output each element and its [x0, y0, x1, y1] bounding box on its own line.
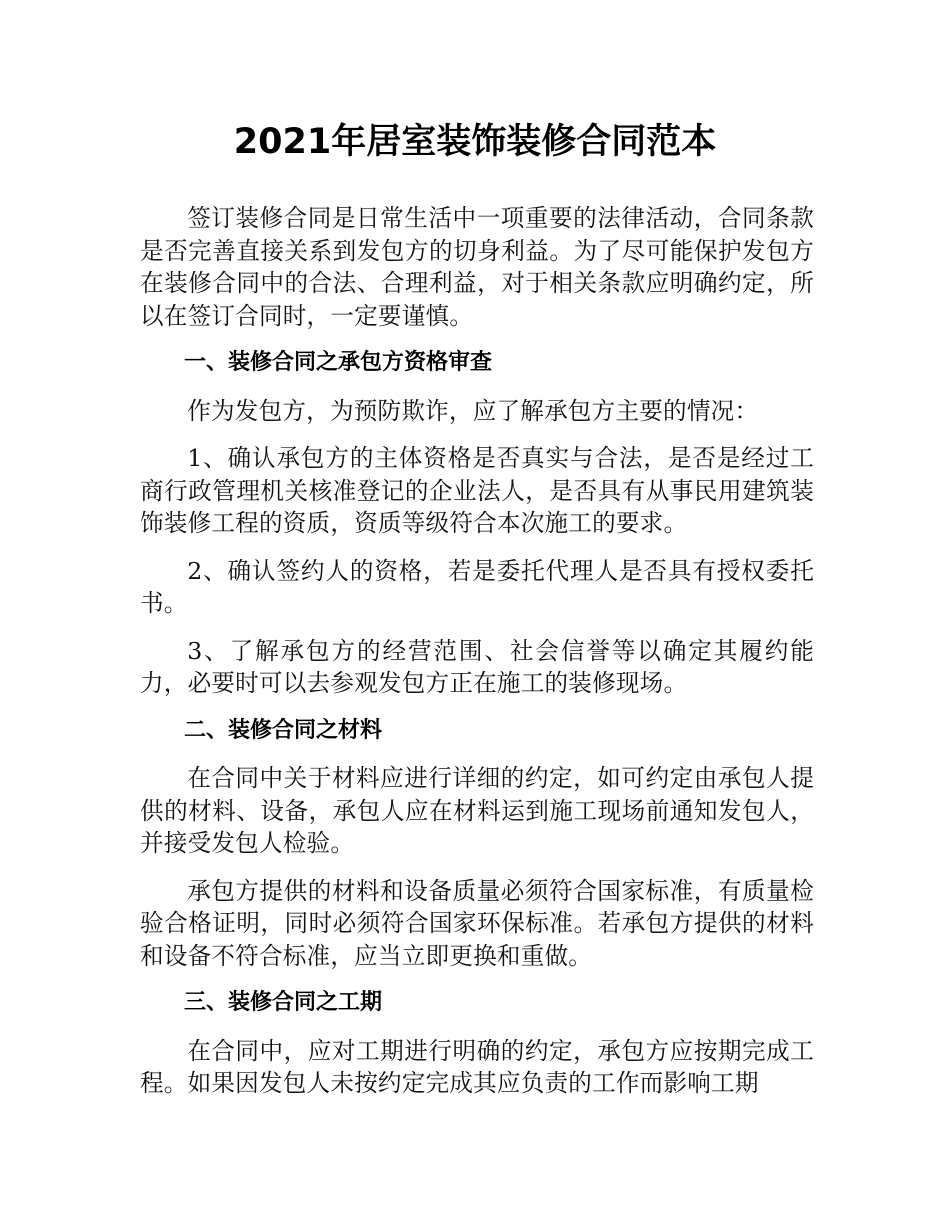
body-paragraph: 作为发包方，为预防欺诈，应了解承包方主要的情况：: [187, 396, 759, 425]
body-paragraph: 在合同中，应对工期进行明确的约定，承包方应按期完成工程。如果因发包人未按约定完成其应负责的工作而影响工期: [140, 1036, 814, 1097]
document-title: 2021年居室装饰装修合同范本: [233, 122, 717, 162]
body-paragraph: 2、确认签约人的资格，若是委托代理人是否具有授权委托书。: [140, 556, 814, 617]
section-heading-materials: 二、装修合同之材料: [184, 717, 383, 743]
body-paragraph: 在合同中关于材料应进行详细的约定，如可约定由承包人提供的材料、设备，承包人应在材料运到施工现场前通知发包人，并接受发包人检验。: [140, 764, 814, 857]
body-paragraph: 承包方提供的材料和设备质量必须符合国家标准，有质量检验合格证明，同时必须符合国家环保标准。若承包方提供的材料和设备不符合标准，应当立即更换和重做。: [140, 876, 814, 970]
intro-paragraph: 签订装修合同是日常生活中一项重要的法律活动，合同条款是否完善直接关系到发包方的切身利益。为了尽可能保护发包方在装修合同中的合法、合理利益，对于相关条款应明确约定，所以在签订合同时，一定要谨慎。: [140, 204, 814, 330]
section-heading-schedule: 三、装修合同之工期: [184, 990, 383, 1015]
body-paragraph: 3、了解承包方的经营范围、社会信誉等以确定其履约能力，必要时可以去参观发包方正在施工的装修现场。: [140, 636, 814, 697]
document-body: [140, 202, 814, 1115]
section-heading-contractor-qualification: 一、装修合同之承包方资格审查: [184, 350, 493, 375]
body-paragraph: 1、确认承包方的主体资格是否真实与合法，是否是经过工商行政管理机关核准登记的企业法人，是否具有从事民用建筑装饰装修工程的资质，资质等级符合本次施工的要求。: [140, 444, 814, 537]
